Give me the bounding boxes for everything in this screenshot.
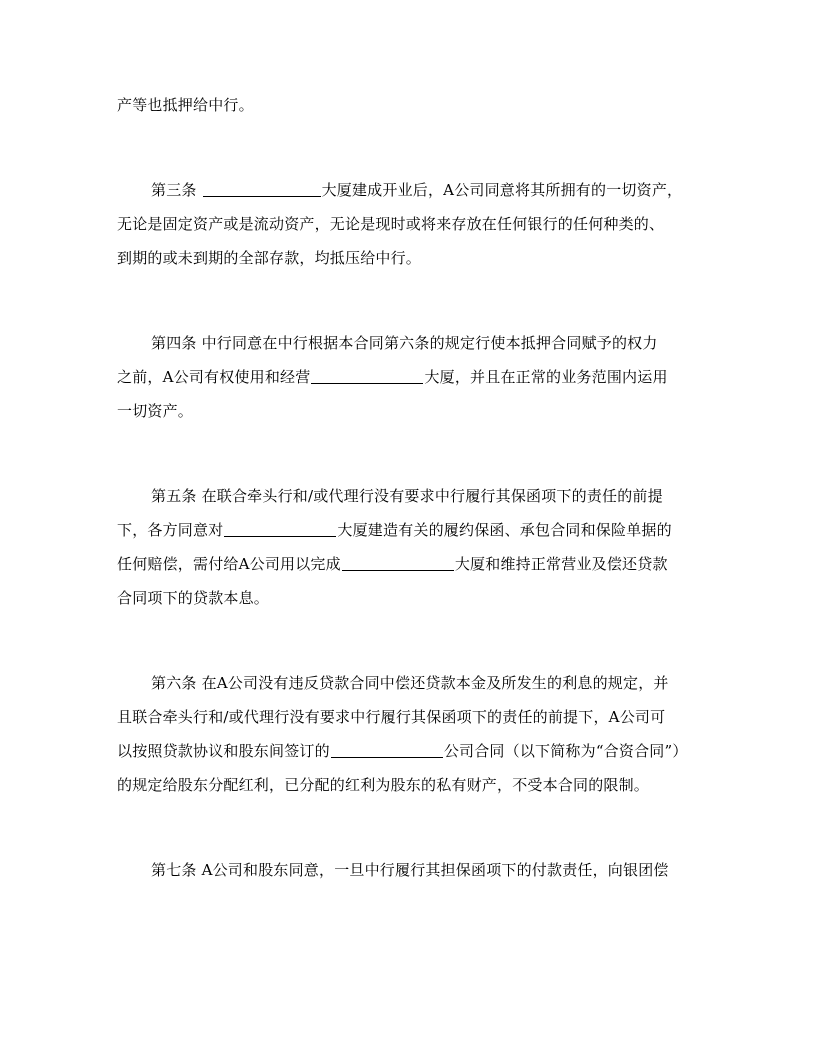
fill-in-blank [331, 742, 443, 758]
text-line [117, 734, 699, 768]
paragraph-gap [117, 275, 699, 326]
document-page [117, 88, 699, 887]
fill-in-blank [224, 521, 336, 537]
text-line: 的规定给股东分配红利，已分配的红利为股东的私有财产，不受本合同的限制。 [117, 776, 650, 794]
article-7 [117, 853, 699, 887]
text-line [117, 173, 699, 207]
text-segment: 大厦，并且在正常的业务范围内运用 [424, 368, 668, 386]
text-line: 无论是固定资产或是流动资产，无论是现时或将来存放在任何银行的任何种类的、 [117, 215, 665, 233]
fill-in-blank [311, 368, 423, 384]
fill-in-blank [203, 181, 321, 197]
article-4 [117, 326, 699, 428]
paragraph-gap [117, 428, 699, 479]
text-line [117, 360, 699, 394]
text-segment: 以按照贷款协议和股东间签订的 [117, 742, 330, 760]
text-segment: 大厦建造有关的履约保函、承包合同和保险单据的 [337, 521, 672, 539]
text-line: 一切资产。 [117, 402, 194, 420]
fill-in-blank [342, 555, 454, 571]
text-line: 第六条 在A公司没有违反贷款合同中偿还贷款本金及所发生的利息的规定，并 [151, 674, 669, 692]
text-line: 合同项下的贷款本息。 [117, 589, 270, 607]
paragraph-gap [117, 122, 699, 173]
paragraph-gap [117, 802, 699, 853]
paragraph-continuation [117, 88, 699, 122]
text-line: 第五条 在联合牵头行和/或代理行没有要求中行履行其保函项下的责任的前提 [151, 487, 663, 505]
text-line [117, 513, 699, 547]
article-6 [117, 666, 699, 802]
text-segment: 下，各方同意对 [117, 521, 224, 539]
text-segment: 大厦和维持正常营业及偿还贷款 [454, 555, 668, 573]
text-line [117, 547, 699, 581]
text-segment: 之前，A公司有权使用和经营 [117, 368, 311, 386]
text-line: 到期的或未到期的全部存款，均抵压给中行。 [117, 249, 422, 267]
text-segment: 第三条 [151, 181, 202, 199]
text-line: 第四条 中行同意在中行根据本合同第六条的规定行使本抵押合同赋予的权力 [151, 334, 658, 352]
text-line: 且联合牵头行和/或代理行没有要求中行履行其保函项下的责任的前提下，A公司可 [117, 708, 666, 726]
article-5 [117, 479, 699, 615]
text-line: 第七条 A公司和股东同意，一旦中行履行其担保函项下的付款责任，向银团偿 [151, 861, 669, 879]
text-line: 产等也抵押给中行。 [117, 96, 254, 114]
text-segment: 公司合同（以下简称为“合资合同”） [443, 742, 688, 760]
text-segment: 任何赔偿，需付给A公司用以完成 [117, 555, 341, 573]
text-segment: 大厦建成开业后，A公司同意将其所拥有的一切资产， [321, 181, 683, 199]
paragraph-gap [117, 615, 699, 666]
article-3 [117, 173, 699, 275]
